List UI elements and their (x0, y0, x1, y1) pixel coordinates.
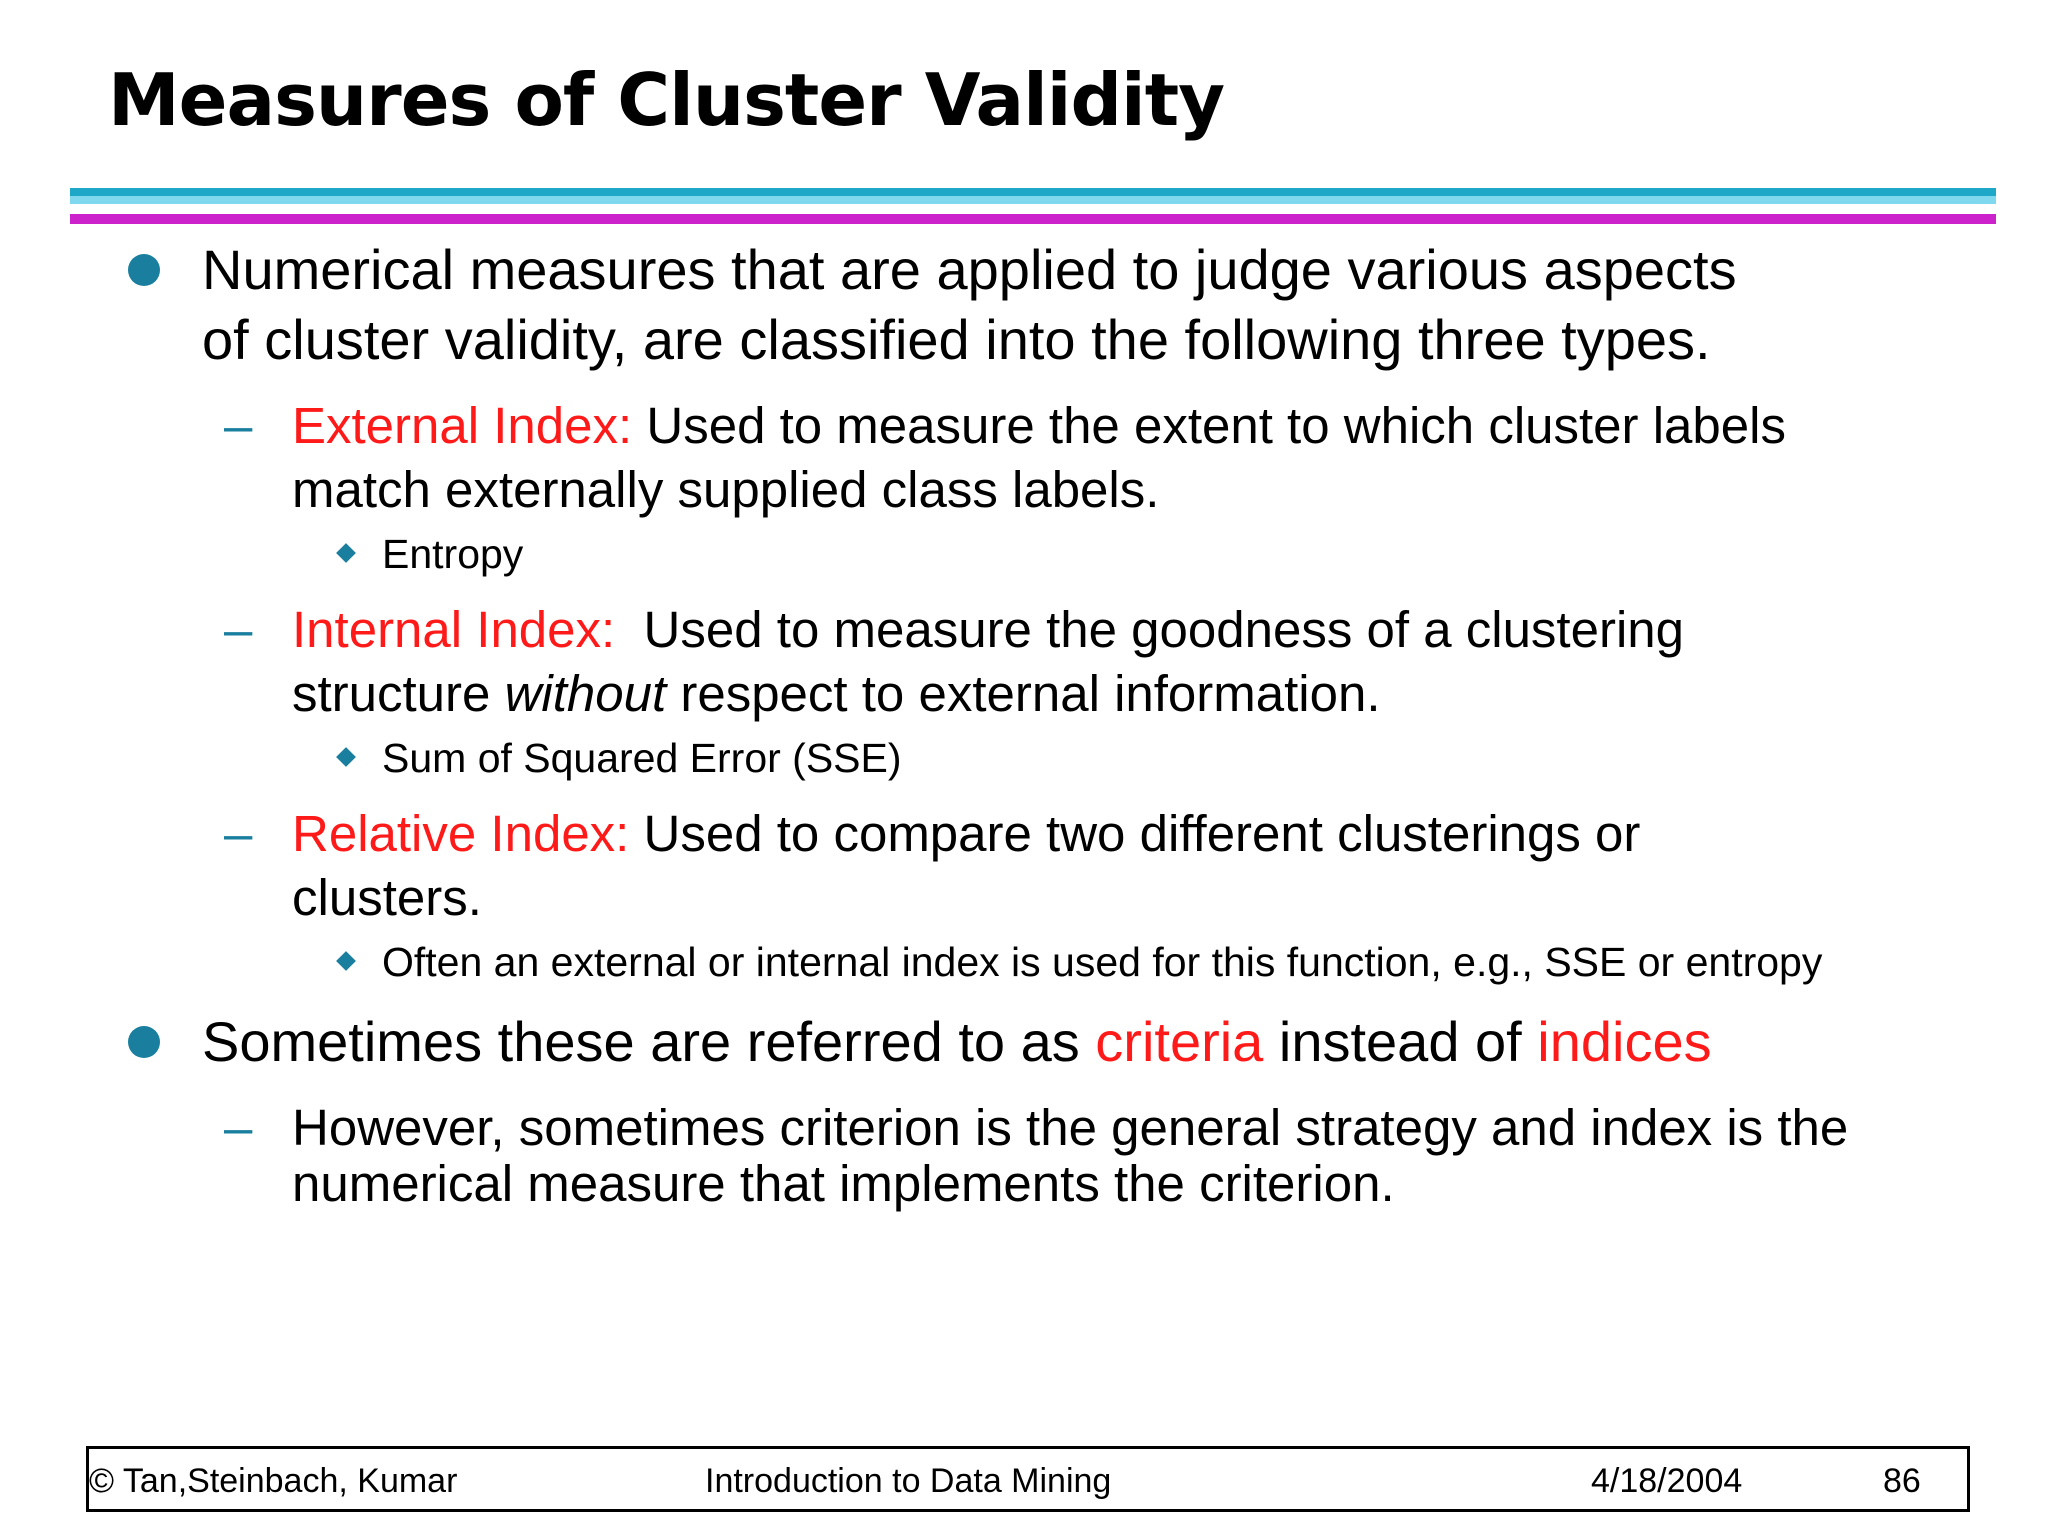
internal-index-line2 (292, 662, 1381, 726)
dash-icon: – (224, 1099, 253, 1156)
relative-index-text: Used to compare two different clusterings or (629, 805, 1641, 862)
bullet-dot-icon (128, 254, 160, 286)
internal-index-text-after: respect to external information. (666, 665, 1381, 722)
however-line1: However, sometimes criterion is the general strategy and index is the (292, 1099, 1849, 1156)
slide-footer (86, 1446, 1970, 1512)
indices-term: indices (1537, 1010, 1712, 1073)
diamond-bullet-icon (336, 543, 356, 563)
internal-index-text-before: structure (292, 665, 505, 722)
footer-date: 4/18/2004 (1591, 1462, 1743, 1500)
dash-icon: – (224, 397, 253, 454)
bullet-criteria-line (202, 1007, 1712, 1077)
relative-index-line1 (292, 802, 1640, 866)
internal-index-text: Used to measure the goodness of a clustering (615, 601, 1685, 658)
title-rule-magenta (70, 214, 1996, 224)
footer-authors: © Tan,Steinbach, Kumar (89, 1462, 458, 1500)
relative-index-example: Often an external or internal index is used for this function, e.g., SSE or entropy (382, 939, 1823, 985)
external-index-text: Used to measure the extent to which cluster labels (632, 397, 1786, 454)
criteria-term: criteria (1095, 1010, 1264, 1073)
footer-page-number: 86 (1883, 1462, 1921, 1500)
relative-index-label: Relative Index: (292, 805, 630, 862)
internal-index-example: Sum of Squared Error (SSE) (382, 735, 902, 781)
internal-index-label: Internal Index: (292, 601, 616, 658)
external-index-example: Entropy (382, 531, 524, 577)
however-line2: numerical measure that implements the criterion. (292, 1155, 1395, 1212)
dash-icon: – (224, 805, 253, 862)
criteria-text-before: Sometimes these are referred to as (202, 1010, 1096, 1073)
title-rule-cyan (70, 188, 1996, 196)
bullet-numerical-line1: Numerical measures that are applied to judge various aspects (202, 238, 1737, 301)
title-rule-cyan-light (70, 196, 1996, 204)
external-index-label: External Index: (292, 397, 633, 454)
diamond-bullet-icon (336, 951, 356, 971)
relative-index-line2: clusters. (292, 869, 482, 926)
criteria-text-middle: instead of (1263, 1010, 1538, 1073)
slide-title: Measures of Cluster Validity (108, 58, 1225, 142)
bullet-dot-icon (128, 1026, 160, 1058)
internal-index-italic: without (504, 665, 667, 722)
diamond-bullet-icon (336, 747, 356, 767)
bullet-numerical-line2: of cluster validity, are classified into the following three types. (202, 308, 1711, 371)
dash-icon: – (224, 601, 253, 658)
external-index-line2: match externally supplied class labels. (292, 461, 1160, 518)
external-index-line1 (292, 394, 1786, 458)
footer-course: Introduction to Data Mining (705, 1462, 1112, 1500)
internal-index-line1 (292, 598, 1684, 662)
